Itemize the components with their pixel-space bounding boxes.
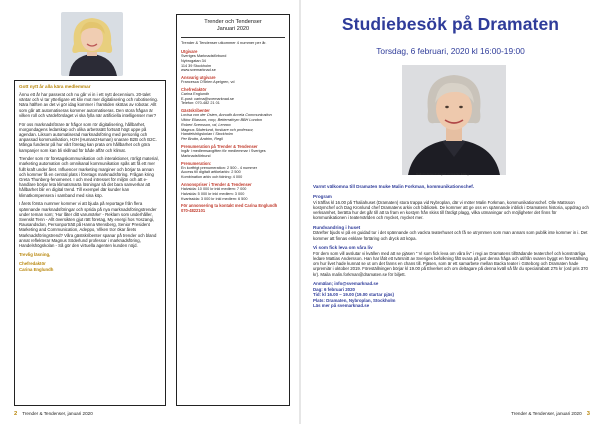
colophon-title-line1: Trender och Tendenser [204, 19, 262, 25]
footer-text: Trender & Tendenser, januari 2020 [22, 411, 93, 416]
colophon-section-heading: Gästskribenter [181, 108, 210, 114]
registration-time: Tid: kl 16.00 – 19.00 (19.00 startar pjäs) [313, 292, 394, 298]
signoff-greeting: Trevlig läsning, [19, 251, 51, 257]
colophon-line: Carina Englundh [181, 91, 210, 96]
footer-left [14, 411, 93, 417]
section-heading: Vi som fick leva om våra liv [313, 244, 373, 250]
letter-paragraph: I årets första nummer kommer vi att bjuda på reportage från flera spännande marknadsföringar och sprida på nya marknadsföringstrender under teman som; 'Hur låter ditt varumärke' - Reklam som underhåller, Svenskt Tenn - Allt översikten gjut rätt företag, My energi hos Yoszangi, Rausandsdon, Personporträtt på Hanna Wensberg, Senior President Marketing and Communication, Adeppo, Vilken tror ökar årets Marknadsföringstrend? Våra gästskribenter spanar på trender och bland annat reflekterar Magnus Söderlund professor i marknadsföring, Handelshögskolan - Så gör den virtuella agenten kunden nöjd. [19, 201, 157, 248]
article-lead: Varmt välkomna till Dramaten Inuke Malin Forkman, kommunikationschef. [313, 184, 475, 189]
colophon-line: Lovisa von der Osten, Annudh Accela Communication [181, 113, 272, 118]
photo-caption: Malin Forkman Fotograf: Christoffer Edling [416, 172, 469, 176]
registration-email[interactable]: Anmälan; info@svemarknad.se [313, 281, 379, 287]
article-title: Studiebesök på Dramaten [341, 14, 560, 34]
colophon-line: www.svemarknad.se [181, 68, 216, 73]
signoff-name: Carina Englundh [19, 266, 54, 272]
signoff-role: Chefredaktör [19, 261, 46, 267]
colophon-sections [181, 49, 285, 214]
section-text: Därefter bjuds vi på en guidad tur i det spännande och vackra teaterhuset och få se utrymmen som man annars som publik inte kommer in i. Det kommer att finnas enklare förtäring och dryck att köpa. [313, 230, 588, 241]
editor-letter [14, 80, 166, 406]
section-heading: Rundvandring i huset [313, 224, 361, 230]
colophon-line: Access till digitalt artikelarkiv: 2 500 [181, 170, 241, 175]
colophon-divider [181, 37, 285, 38]
page-number: 3 [586, 411, 590, 417]
colophon-line: Nybrogatan 34 [181, 58, 206, 63]
colophon-section-heading: Utgivare [181, 48, 198, 54]
registration-place: Plats: Dramaten, Nybroplan, Stockholm [313, 297, 396, 303]
article-subtitle: Torsdag, 6 februari, 2020 kl 16:00-19:00 [376, 46, 525, 56]
registration-info [313, 281, 591, 309]
colophon-line: Telefon: 070-482 21 01 [181, 101, 220, 106]
page-right [301, 0, 600, 424]
colophon-line: Ingår i medlemsavgiften för medlemmar i Sveriges Marknadsförbund [181, 149, 266, 158]
malin-forkman-photo [402, 65, 506, 175]
letter-signoff [19, 252, 161, 272]
page-number: 2 [14, 411, 18, 417]
letter-heading: Gott nytt år alla kära medlemmar [19, 84, 91, 89]
section-text: Vi träffas kl 16.00 på Thaliahuset (Dramaten) stora trappa vid Nybroplan, där vi möter Malin Forkman, kommunikationschef. Olle Mattsson kostymchef och Dag Kronlund chef Dramatens arkiv och bibliotek. De kommer att ge oss en spännande inblick i Dramatens historia, uppdrag och verksamhet, berätta hur det går till att ta fram en kostym från skiss till färdigt plagg, vilka utmaningar och möjligheter det finns för kommunikationen i teatervärlden och mycket, mycket mer. [313, 199, 589, 221]
colophon-line: En kortfrigt prenumeration: 2 500 - 4 nummer [181, 165, 257, 170]
colophon-line: 114 39 Stockholm [181, 63, 212, 68]
editor-portrait [61, 12, 123, 76]
page-left [0, 0, 299, 424]
colophon-line: Per Bruttn, Andrim, Regil [181, 137, 223, 142]
colophon-title [181, 19, 285, 33]
colophon-line: Kvartssida: 3 000 kr inkl medlem: 6 500 [181, 196, 248, 201]
letter-paragraph: Trender som rör företagskommunikation och interaktioner, rörligt material, marketing automation och omnikanal kommunikation spås att få ett mer fullt kraft under året. Influencer marketing marginer och börjar ta annan och kommer få en central plats i företags marknadsföring. Frågan kring Greta Thunberg-fenomenet. I och med intresset för miljön och att e-handlare börjar leta klimatsmarta lösningar så det bara samverkar att hållbarhet blir en digital trend. Till exempel där kunder kan klimatkompensera i samband med sina köp. [19, 156, 159, 198]
colophon-title-line2: Januari 2020 [216, 26, 250, 32]
colophon-intro: Trender & Tendenser utkommer 4 nummer per år. [181, 40, 267, 45]
footer-right [511, 411, 590, 417]
colophon-box [176, 14, 290, 406]
colophon-line: E-post: carina@svemarknad.se [181, 96, 235, 101]
section-heading: Program [313, 194, 332, 199]
letter-paragraph: För oss marknadsförare är frågor som rör digitalisering, hållbarhet, morgondagens ledarskap och olika arbetssätt fortsatt högt uppe på agendan. Liksom automatiserad marknadsföring med personlig och anpassad kommunikation, H2H (Human2Human) snarare B2B och B2C. Många funderar på hur vårt företag kan prata om hållbarhet och göra kampanjer som kan bli skillnad för både affär och klimat. [19, 121, 157, 153]
colophon-section-heading: Prenumeration: [181, 160, 212, 166]
colophon-section-heading: Prenumeration på Trender & Tendenser [181, 144, 258, 150]
article-body [313, 184, 591, 309]
colophon-line: Sveriges Marknadsförbund [181, 53, 227, 58]
section-text: För dem som vill avslutar vi kvällen med att se pjäsen " Vi som fick leva om våra liv" i regi av Dramatens tillträdande teaterchef och konstnärliga ledare Mattias Andersson. Han har låtit ett tvärsnitt av Sveriges befolkning fått svara på just denna fråga och utifrån svaren byggt en föreställning om hur livet hade kunnat se ut om det fanns en chans till. Pjäsen, som är ett samarbete mellan Backa teater i Göteborg och Dramaten hade urpremiär i oktober 2019. Föreställningen börjar kl 19.00 på Elverket och om deltagare på denna kväll så får du specialrabatt 275 kr (ord pris 370 kr). Maila malin.forkman@dramaten.se för biljett. [313, 250, 588, 277]
colophon-section-heading: Annonspriser i Trender & Tendenser [181, 182, 252, 188]
footer-text: Trender & Tendenser, januari 2020 [511, 411, 582, 416]
colophon-line: Halvsida: 10 000 kr inkl medlem: 7 000 [181, 187, 247, 192]
read-more-link[interactable]: Läs mer på svemarknad.se [313, 303, 370, 309]
colophon-line: Robert Svensson, vd, Lennox [181, 122, 231, 127]
colophon-line: Halvsida: 5 000 kr inkl medlem: 3 000 [181, 191, 245, 196]
colophon-line: Kombination arkiv och tidning: 4 000 [181, 175, 243, 180]
colophon-section-heading: Ansvarig utgivare [181, 75, 216, 81]
colophon-section-heading: För annonsering ta kontakt med Carina Englundh 070-4822101 [181, 203, 278, 214]
colophon-section-heading: Chefredaktör [181, 86, 207, 92]
letter-paragraph: Ännu ett år har passerat och nu går vi in i ett nytt decennium. 20-talet väntar och vi tar ytterligare ett kliv mot mer digitalisering och robotisering. Nära hälften av det vi gör idag kommer i framtiden skötas av robotar. Allt som går att automatiseras kommer automatiseras. Den stora frågan är vilken roll och värdeförslaget vi ska fylla när artificiella intelligenser mer? [19, 92, 158, 118]
colophon-line: Viktor Eliasson, corp, Betterrathym BBH London [181, 118, 262, 123]
colophon-line: Magnus Söderlund, forskare och professor, Handelshögskolan i Stockholm [181, 127, 254, 137]
registration-date: Dag: 6 februari 2020 [313, 286, 355, 292]
colophon-line: Francesca O'Brien Apelgren, vd [181, 80, 235, 85]
